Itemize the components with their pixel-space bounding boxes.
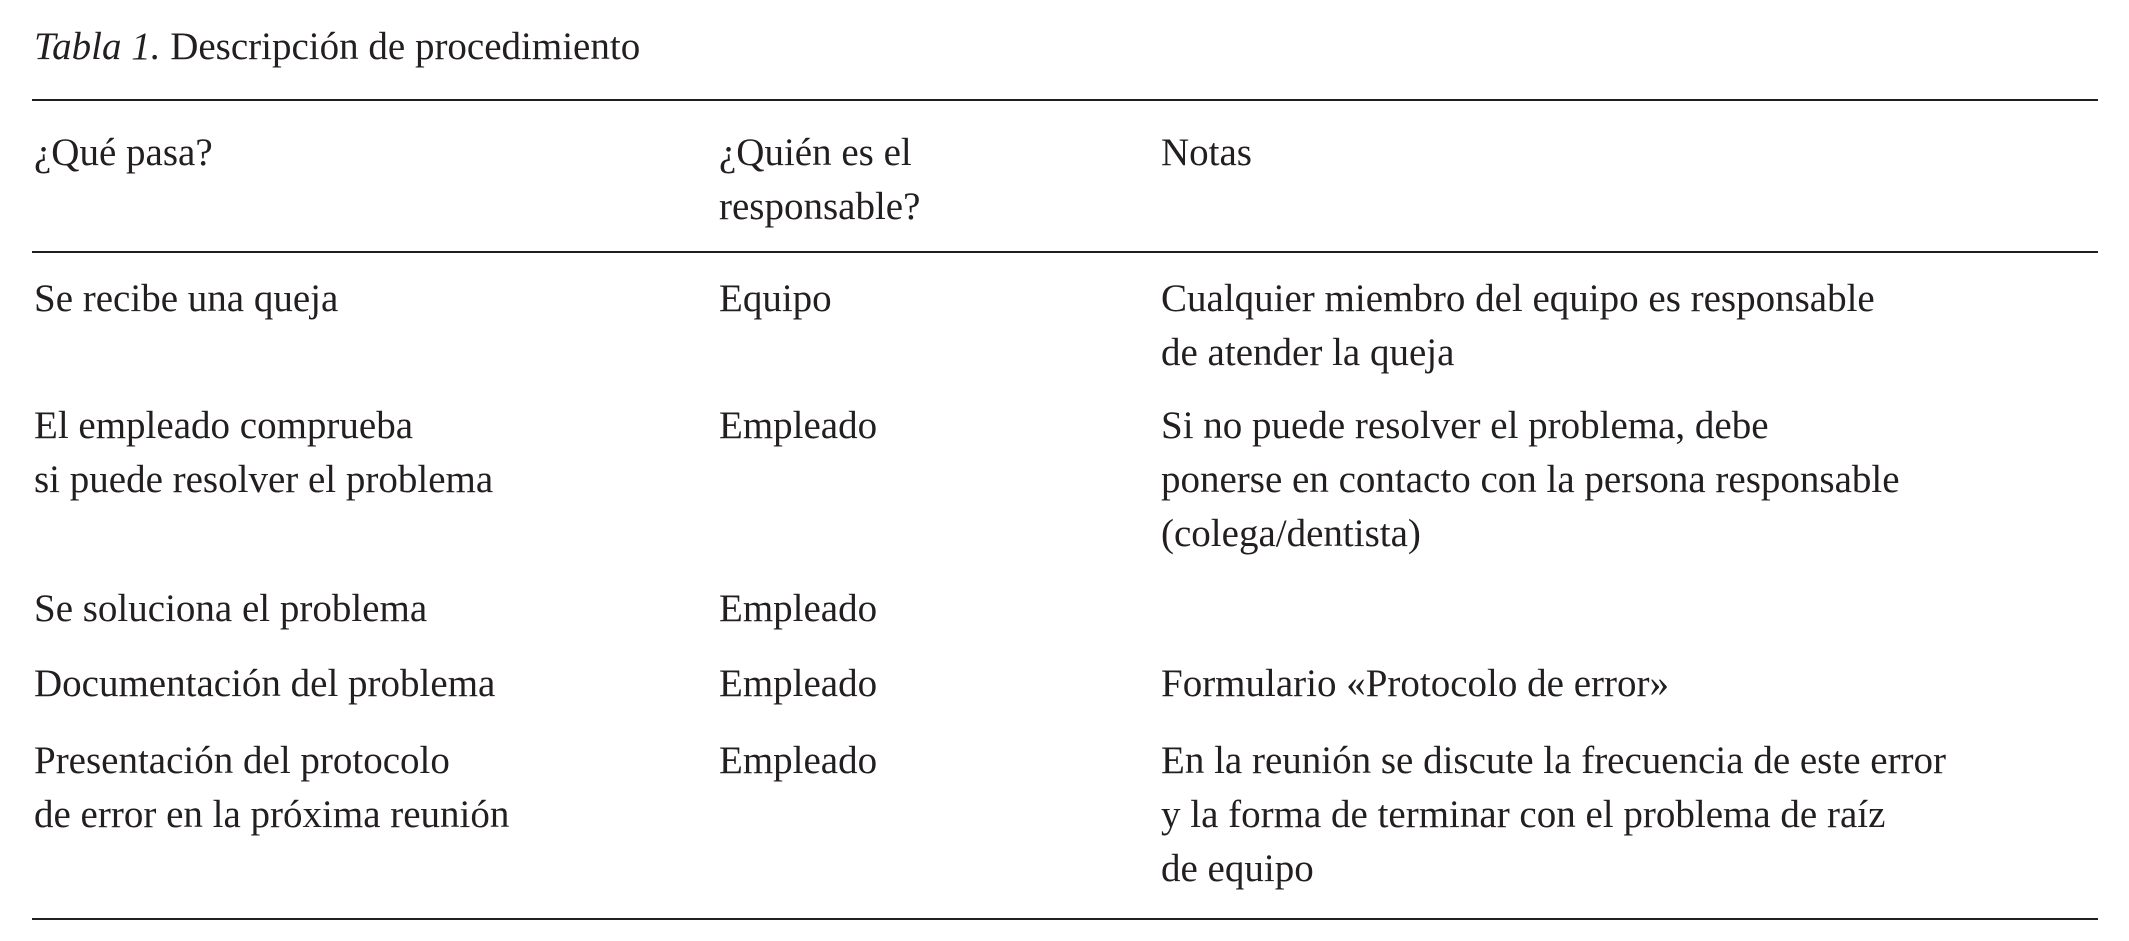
table-row-2-what: El empleado comprueba si puede resolver el problema [34, 404, 494, 501]
table-row-5-what: Presentación del protocolo de error en la próxima reunión [34, 739, 510, 836]
table-row-3-who: Empleado [719, 587, 878, 630]
table-row-1-who: Equipo [719, 277, 832, 320]
table-row-5-who: Empleado [719, 739, 878, 782]
table-row-5-notes: En la reunión se discute la frecuencia de este error y la forma de terminar con el problema de raíz de equipo [1161, 739, 1947, 890]
table-caption [34, 20, 640, 74]
table-row-3-what: Se soluciona el problema [34, 587, 428, 630]
table-row-4-notes: Formulario «Protocolo de error» [1161, 662, 1669, 705]
table-row-4-who: Empleado [719, 662, 878, 705]
table-caption-text: Descripción de procedimiento [160, 25, 641, 68]
table-top-rule [32, 99, 2098, 101]
table-row-2-who: Empleado [719, 404, 878, 447]
table-caption-label: Tabla 1. [34, 25, 161, 68]
table-row-1-what: Se recibe una queja [34, 277, 339, 320]
column-header-notes: Notas [1161, 131, 1252, 174]
table-bottom-rule [32, 918, 2098, 920]
table-row-4-what: Documentación del problema [34, 662, 496, 705]
column-header-who: ¿Quién es el responsable? [719, 131, 921, 228]
table-header-rule [32, 251, 2098, 253]
table-row-1-notes: Cualquier miembro del equipo es responsable de atender la queja [1161, 277, 1875, 374]
column-header-what: ¿Qué pasa? [34, 131, 213, 174]
table-row-2-notes: Si no puede resolver el problema, debe ponerse en contacto con la persona responsable (colega/dentista) [1161, 404, 1900, 555]
